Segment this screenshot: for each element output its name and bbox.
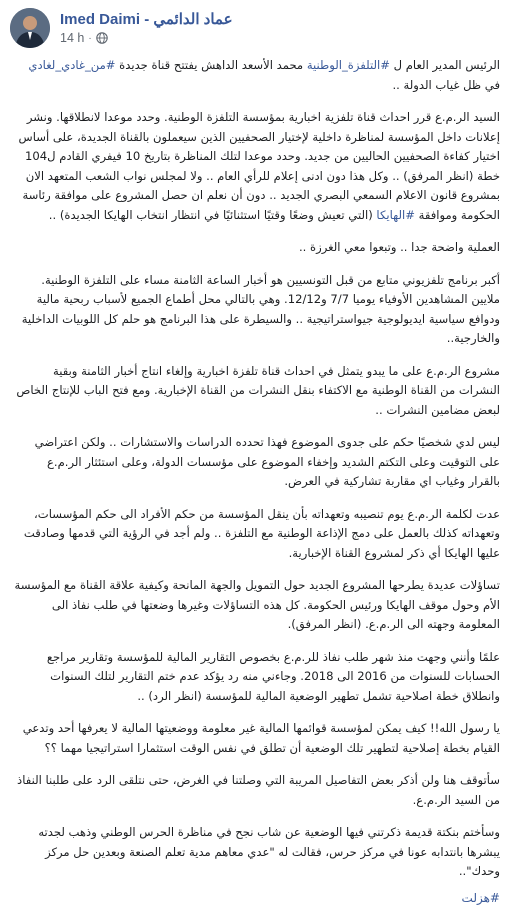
paragraph-7: عدت لكلمة الر.م.ع يوم تنصيبه وتعهداته بأن ينقل المؤسسة من حكم الأفراد الى حكم المؤسسات، وتعهداته كذلك بالعمل على دمج الإذاعة الوطنية مع التلفزة .. ولم أجد في الرؤية التي قدمها وصادقت عليها الهايكا أي ذكر لمشروع القناة الإخبارية. (23, 506, 500, 560)
hashtag-from-ghadi[interactable]: #من_غادي_لغادي (28, 58, 116, 72)
paragraph-11: سأتوقف هنا ولن أذكر بعض التفاصيل المريبة التي وصلتنا في الغرض، حتى نتلقى الرد على طلبنا النفاذ من السيد الر.م.ع. (17, 773, 500, 807)
p1-text-a: الرئيس المدير العام ل (389, 58, 500, 72)
post-time[interactable]: 14 h (60, 31, 85, 45)
author-avatar[interactable] (10, 8, 50, 48)
paragraph-8: تساؤلات عديدة يطرحها المشروع الجديد حول التمويل والجهة المانحة وكيفية علاقة القناة مع المؤسسة الأم وحول موقف الهايكا ورئيس الحكومة. كل هذه التساؤلات وغيرها وضعتها في طلب نفاذ الى المعلومة وجهته الى الر.م.ع. (انظر المرفق). (14, 578, 500, 631)
paragraph-5: مشروع الر.م.ع على ما يبدو يتمثل في احداث قناة تلفزة اخبارية وإلغاء انتاج أخبار الثامنة وبقية النشرات من القناة الوطنية مع الاكتفاء بنقل النشرات من القناة الإخبارية. ومع فتح الباب للإنتاج الخاص لبعض مضامين النشرات .. (16, 363, 500, 417)
paragraph-2 (12, 108, 500, 225)
hashtag-haica[interactable]: #الهايكا (376, 207, 415, 222)
p2-text-end: (التي تعيش وضعًا وقتيًا استثنائيًا في انتظار انتخاب الهايكا الجديدة) .. (48, 207, 377, 222)
hashtag-hazlet[interactable]: #هزلت (461, 890, 500, 905)
post-header (0, 0, 514, 56)
p1-text-c: في ظل غياب الدولة .. (392, 77, 500, 92)
author-name[interactable]: Imed Daimi - عماد الدائمي (60, 11, 233, 28)
meta-separator: · (88, 32, 92, 44)
paragraph-4: أكبر برنامج تلفزيوني متابع من قبل التونسيين هو أخبار الساعة الثامنة مساء على التلفزة الوطنية. ملايين المشاهدين الأوفياء يوميا 7/7 و12/12. وهي بالتالي محل أطماع الجميع لأسباب ربحية مالية ودوافع سياسية ايديولوجية جيواستراتيجية .. والسيطرة على هذا البرنامج هو حلم كل اللوبيات الداخلية والخارجية.. (21, 272, 500, 345)
p1-text-b: محمد الأسعد الداهش يفتتح قناة جديدة (115, 58, 307, 72)
avatar-image (10, 8, 50, 48)
paragraph-9: علمًا وأنني وجهت منذ شهر طلب نفاذ للر.م.ع بخصوص التقارير المالية للمؤسسة وتقارير مراجع الحسابات للسنوات من 2016 الى 2018. وجاءني منه رد يؤكد عدم ختم التقارير لتلك السنوات وانطلاق خطة اصلاحية تشمل تطهير الوضعية المالية للمؤسسة (انظر الرد) .. (46, 649, 500, 703)
hashtag-national-tv[interactable]: #التلفزة_الوطنية (306, 58, 390, 72)
globe-icon[interactable] (96, 32, 108, 44)
p2-text: السيد الر.م.ع قرر احداث قناة تلفزية اخبارية بمؤسسة التلفزة الوطنية. وحدد موعدا لانطلاقها. ونشر إعلانات داخل المؤسسة لمناظرة داخلية لإختيار الصحفيين الذين سيعملون بالقناة الجديدة، على أساس اختيار كفاءة الصحفيين الحاليين من جديد. وحدد موعدا لتلك المناظرة بتاريخ 10 فيفري القادم ل104 خطة (انظر المرفق) .. وكل هذا دون ادنى إعلام للرأي العام .. ولا لمجلس نواب الشعب المتعهد الان بمشروع قانون الاعلام السمعي البصري الجديد .. دون أن نعلم ان حصل المشروع على موافقة رئاسة الحكومة وموافقة (18, 110, 500, 222)
paragraph-10: يا رسول الله!! كيف يمكن لمؤسسة قوائمها المالية غير معلومة ووضعيتها المالية لا يعرفها أحد وتدعي القيام بخطة إصلاحية لتطهير تلك الوضعية أن تطلق في نفس الوقت استثمارا استراتيجيا مهما ؟؟ (22, 721, 500, 755)
paragraph-6: ليس لدي شخصيًا حكم على جدوى الموضوع فهذا تحدده الدراسات والاستشارات .. ولكن اعتراضي على التوقيت وعلى التكتم الشديد وإخفاء الموضوع على مؤسسات الدولة، وعلى استئثار الر.م.ع بالقرار وغياب اي مقاربة تشاركية في العرض. (34, 435, 500, 488)
paragraph-3: العملية واضحة جدا .. وتبعوا معي الغرزة .. (299, 240, 500, 254)
paragraph-12: وسأختم بنكتة قديمة ذكرتني فيها الوضعية عن شاب نجح في مناظرة الحرس الوطني وذهب لجدته يبشرها بانتدابه عونا في مركز حرس، فقالت له "عدي معاهم مدية تعلم الصنعة وبعدين حل مركز وحدك".. (38, 825, 500, 878)
post-body (0, 56, 514, 882)
paragraph-1 (12, 56, 500, 95)
post-meta (60, 31, 108, 45)
